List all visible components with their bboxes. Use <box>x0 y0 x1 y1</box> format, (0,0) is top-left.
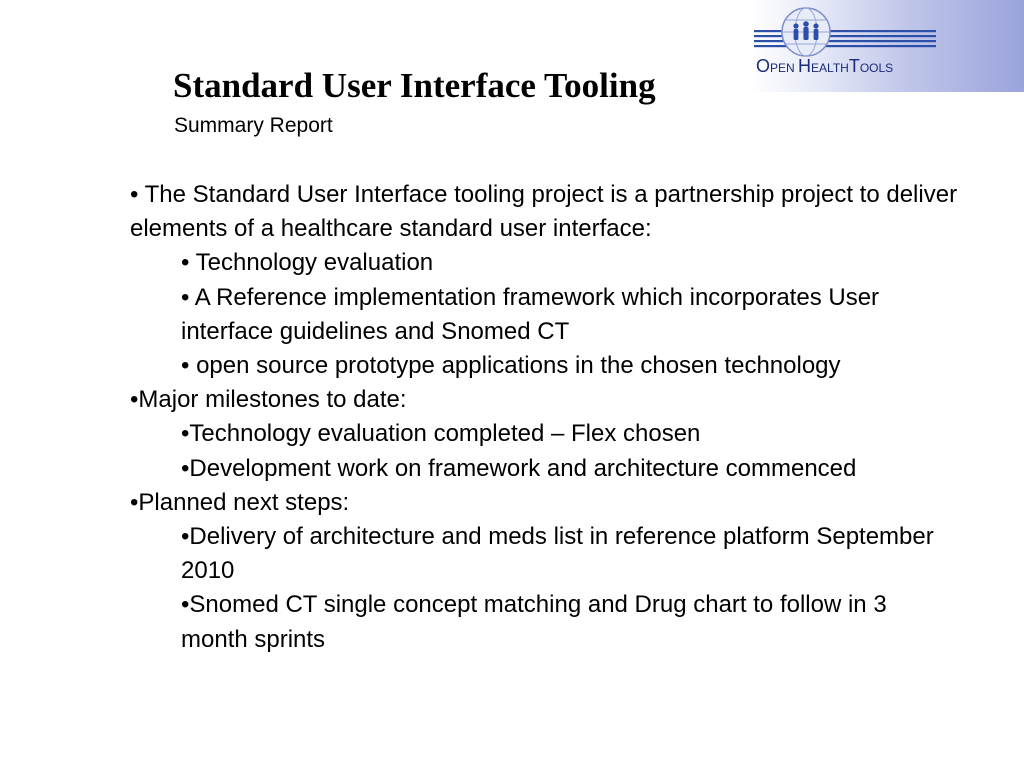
open-health-tools-logo <box>750 0 1024 92</box>
sub-bullet-item: •Technology evaluation completed – Flex chosen <box>181 420 701 448</box>
bullet-list <box>130 178 960 657</box>
sub-bullet-item: •Development work on framework and architecture commenced <box>181 454 857 482</box>
bullet-item: • The Standard User Interface tooling project is a partnership project to deliver elements of a healthcare standard user interface: <box>130 181 958 243</box>
logo-word: PEN <box>770 61 799 75</box>
sub-bullet-item: • open source prototype applications in the chosen technology <box>181 352 841 380</box>
slide-subtitle: Summary Report <box>174 114 333 137</box>
logo-letter: H <box>798 56 812 76</box>
logo-wordmark <box>756 56 893 77</box>
logo-word: EALTH <box>811 61 849 75</box>
bullet-item: •Major milestones to date: <box>130 386 407 414</box>
slide-title: Standard User Interface Tooling <box>173 66 656 105</box>
globe-with-people-icon <box>780 6 832 58</box>
sub-bullet-item: •Snomed CT single concept matching and Drug chart to follow in 3 month sprints <box>181 591 887 653</box>
logo-letter: T <box>848 56 860 76</box>
sub-bullet-item: • A Reference implementation framework which incorporates User interface guidelines and Snomed CT <box>181 283 880 345</box>
logo-letter: O <box>756 56 771 76</box>
logo-word: OOLS <box>859 61 894 75</box>
sub-bullet-item: •Delivery of architecture and meds list in reference platform September 2010 <box>181 523 934 585</box>
sub-bullet-item: • Technology evaluation <box>181 249 434 277</box>
bullet-item: •Planned next steps: <box>130 488 350 516</box>
